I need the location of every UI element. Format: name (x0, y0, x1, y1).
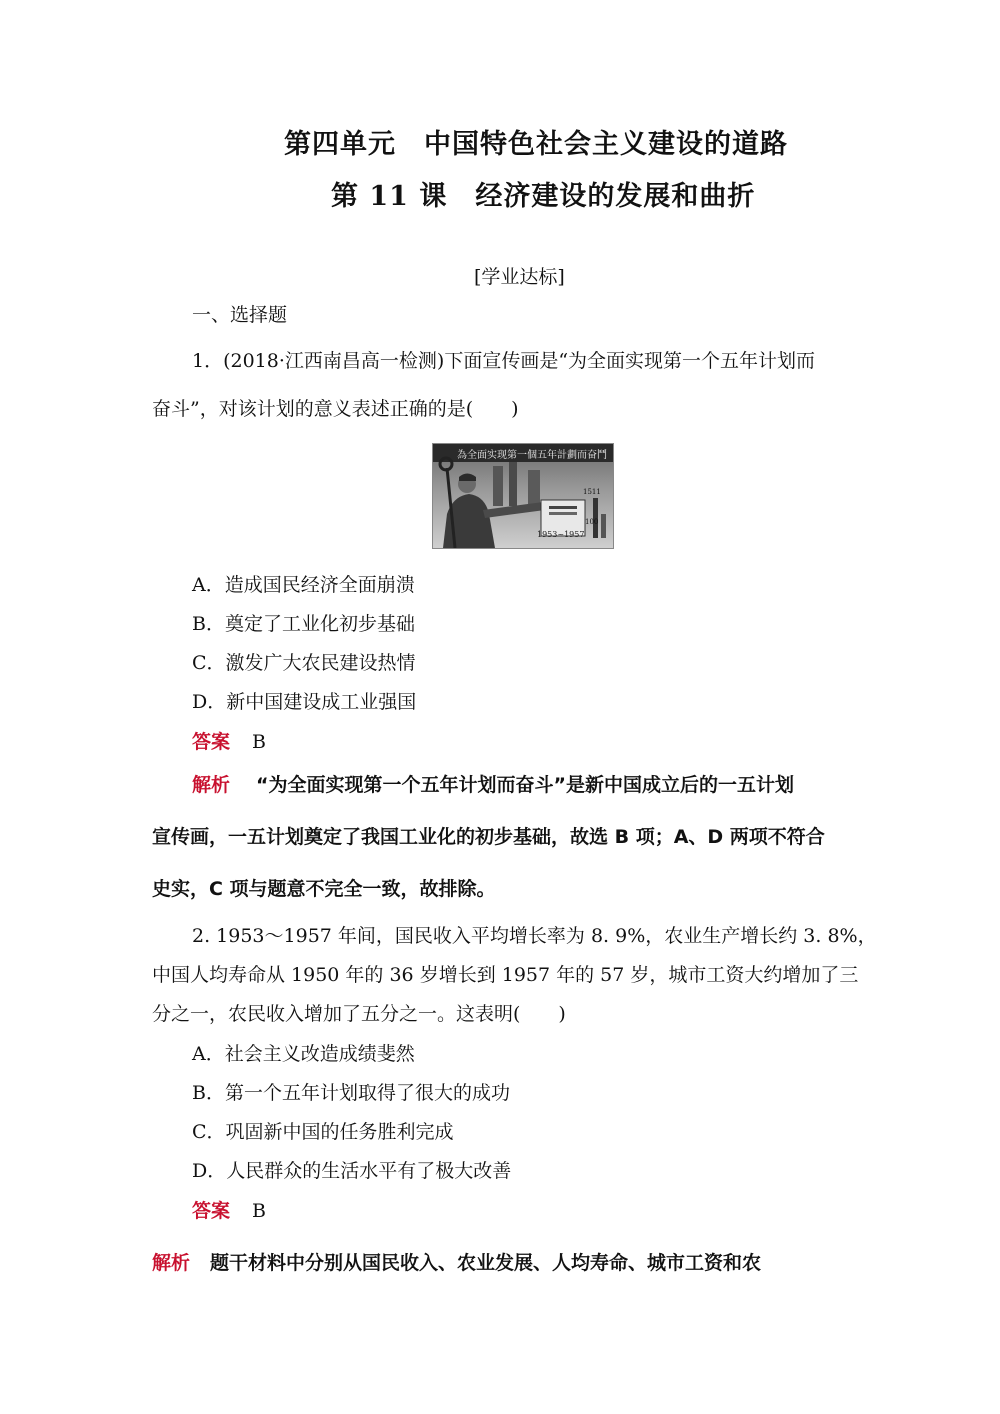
poster-num2: 100 (585, 518, 599, 526)
q2-analysis-label: 解析 (152, 1252, 191, 1274)
q2-answer-label: 答案 (192, 1200, 231, 1222)
q2-option-a: A．社会主义改造成绩斐然 (192, 1043, 415, 1065)
q1-analysis-text-1: “为全面实现第一个五年计划而奋斗”是新中国成立后的一五计划 (256, 774, 794, 796)
poster-num1: 1511 (583, 488, 601, 496)
poster-years: 1953~1957 (537, 530, 585, 539)
q1-option-c: C．激发广大农民建设热情 (192, 652, 416, 674)
q1-stem-prefix: 1．(2018· (192, 350, 285, 372)
q1-option-d: D．新中国建设成工业强国 (192, 691, 417, 713)
q1-analysis-text-2: 宣传画，一五计划奠定了我国工业化的初步基础，故选 B 项；A、D 两项不符合 (152, 826, 825, 848)
lesson-title: 第 11 课 经济建设的发展和曲折 (331, 181, 756, 212)
q1-stem-line1 (192, 346, 815, 373)
q1-option-b: B．奠定了工业化初步基础 (192, 613, 415, 635)
q2-stem-line3: 分之一，农民收入增加了五分之一。这表明( ) (152, 1003, 566, 1025)
section-heading: 一、选择题 (192, 304, 288, 326)
q2-option-b: B．第一个五年计划取得了很大的成功 (192, 1082, 510, 1104)
q2-stem-line2: 中国人均寿命从 1950 年的 36 岁增长到 1957 年的 57 岁，城市工资大约增加了三 (152, 964, 859, 986)
q2-option-d: D．人民群众的生活水平有了极大改善 (192, 1160, 512, 1182)
q1-stem-line2: 奋斗”，对该计划的意义表述正确的是( ) (152, 398, 519, 420)
section-tag: [学业达标] (474, 266, 565, 288)
unit-title: 第四单元 中国特色社会主义建设的道路 (284, 129, 788, 160)
q1-analysis-text-3: 史实，C 项与题意不完全一致，故排除。 (152, 878, 496, 900)
propaganda-poster-image (432, 443, 614, 549)
q1-answer (192, 727, 266, 754)
q2-analysis-text: 题干材料中分别从国民收入、农业发展、人均寿命、城市工资和农 (210, 1252, 762, 1274)
q1-analysis-label: 解析 (192, 774, 231, 796)
q2-option-c: C．巩固新中国的任务胜利完成 (192, 1121, 454, 1143)
q2-answer (192, 1196, 266, 1223)
q2-stem-line1: 2. 1953～1957 年间，国民收入平均增长率为 8. 9%，农业生产增长约 3. 8%， (192, 925, 877, 947)
q1-answer-label: 答案 (192, 731, 231, 753)
poster-caption: 為全面实现第一個五年計劃而奋鬥 (457, 450, 607, 461)
q1-option-a: A．造成国民经济全面崩溃 (192, 574, 415, 596)
q1-stem-rest: )下面宣传画是“为全面实现第一个五年计划而 (436, 350, 816, 372)
q2-analysis-line1 (152, 1248, 761, 1275)
q2-answer-value: B (252, 1200, 266, 1222)
q1-analysis-line1 (192, 770, 794, 797)
q1-stem-source: 江西南昌高一检测 (284, 350, 437, 372)
q1-answer-value: B (252, 731, 266, 753)
